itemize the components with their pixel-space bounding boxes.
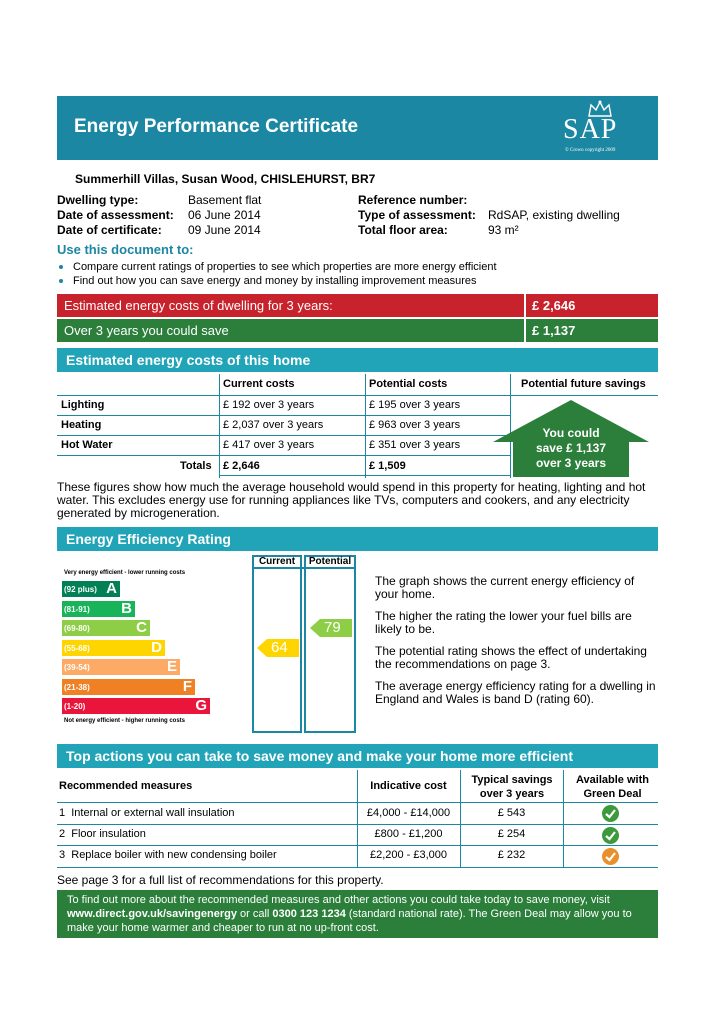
totals-label: Totals [180, 460, 212, 472]
rating-paragraph-2: The higher the rating the lower your fuel bills are likely to be. [375, 609, 632, 636]
certificate-header [57, 96, 658, 160]
bottom-caption: Not energy efficient - higher running costs [64, 718, 186, 724]
current-rating-arrow-value: 64 [271, 638, 288, 656]
green-deal-check-icon [602, 805, 619, 822]
measure-2-saving: £ 254 [497, 828, 526, 840]
totals-current: £ 2,646 [223, 460, 260, 472]
lighting-current: £ 192 over 3 years [223, 399, 315, 411]
floor-area-label: Total floor area: [358, 223, 448, 237]
rating-band-letter: B [121, 599, 132, 617]
rating-band-a [62, 581, 120, 597]
costs-section-heading: Estimated energy costs of this home [57, 348, 658, 372]
measure-3: 3 Replace boiler with new condensing boiler [59, 849, 277, 861]
rating-band-b [62, 601, 135, 617]
rating-band-letter: E [166, 658, 177, 675]
potential-column [304, 555, 356, 733]
rating-band-letter: F [182, 677, 192, 695]
hot-water-current: £ 417 over 3 years [223, 439, 315, 451]
hot-water-potential: £ 351 over 3 years [369, 439, 461, 451]
sap-logo-text: SAP [563, 114, 618, 145]
floor-area-value: 93 m² [488, 223, 519, 237]
table-rule [57, 455, 510, 456]
estimated-costs-value: £ 2,646 [526, 294, 658, 317]
col-header-potential: Potential costs [369, 378, 448, 390]
see-page-note: See page 3 for a full list of recommendations for this property. [57, 873, 384, 887]
date-assessment-label: Date of assessment: [57, 208, 174, 222]
measures-table [57, 770, 658, 870]
rating-paragraph-1: The graph shows the current energy efficiency of your home. [375, 574, 635, 601]
rating-band-g [62, 698, 210, 714]
totals-potential: £ 1,509 [369, 460, 406, 472]
current-rating-arrow [257, 639, 299, 657]
table-rule [57, 395, 658, 396]
measure-1-saving: £ 543 [497, 807, 526, 819]
reference-label: Reference number: [358, 193, 468, 207]
crown-copyright: © Crown copyright 2009 [565, 148, 616, 153]
row-label-hot-water: Hot Water [61, 439, 113, 451]
rating-band-range: (39-54) [64, 663, 90, 672]
rating-band-d [62, 640, 165, 656]
energy-rating-chart [57, 555, 359, 733]
rating-paragraph-4: The average energy efficiency rating for a dwelling in England and Wales is band D (rating 60). [375, 679, 656, 706]
measure-2-cost: £800 - £1,200 [374, 828, 443, 840]
costs-note: These figures show how much the average household would spend in this property for heating, lighting and hot water. This excludes energy use for running appliances like TVs, computers and cookers, and any electricity generated by microgeneration. [57, 480, 646, 520]
rating-band-c [62, 620, 150, 636]
column-header-rule [252, 567, 356, 569]
rating-band-range: (92 plus) [64, 585, 97, 594]
col-header-measures: Recommended measures [59, 780, 193, 792]
more-info-line-3: make your home warmer and cheaper to run at no up-front cost. [67, 922, 379, 934]
current-column-header: Current [258, 556, 296, 567]
property-address: Summerhill Villas, Susan Wood, CHISLEHURST, BR7 [75, 172, 376, 186]
top-caption: Very energy efficient - lower running costs [64, 570, 186, 576]
measure-1-cost: £4,000 - £14,000 [366, 807, 451, 819]
savings-arrow-line-1: You could [542, 426, 600, 440]
rating-band-range: (69-80) [64, 624, 90, 633]
rating-paragraph-3: The potential rating shows the effect of undertaking the recommendations on page 3. [375, 644, 647, 671]
table-rule [563, 770, 564, 867]
rating-band-letter: C [136, 619, 147, 636]
table-rule [219, 374, 220, 478]
table-rule [57, 867, 658, 868]
type-assessment-label: Type of assessment: [358, 208, 476, 222]
rating-band-letter: D [151, 638, 162, 656]
row-label-heating: Heating [61, 419, 102, 431]
dwelling-type-value: Basement flat [188, 193, 262, 207]
dwelling-type-label: Dwelling type: [57, 193, 139, 207]
savings-arrow-line-3: over 3 years [535, 456, 607, 470]
rating-band-e [62, 659, 180, 675]
savings-arrow-line-2: save £ 1,137 [535, 441, 607, 455]
col-header-cost: Indicative cost [370, 780, 447, 792]
table-rule [57, 435, 510, 436]
sap-logo [557, 100, 647, 156]
rating-band-range: (21-38) [64, 682, 90, 692]
table-rule [365, 374, 366, 478]
measure-1: 1 Internal or external wall insulation [59, 807, 235, 819]
page-title: Energy Performance Certificate [74, 116, 359, 137]
use-bullet-2: Find out how you can save energy and money by installing improvement measures [59, 275, 477, 287]
rating-band-range: (1-20) [64, 702, 86, 711]
use-document-heading: Use this document to: [57, 242, 194, 257]
rating-band-letter: G [195, 697, 207, 714]
could-save-bar [57, 319, 658, 342]
could-save-value: £ 1,137 [526, 319, 658, 342]
type-assessment-value: RdSAP, existing dwelling [488, 208, 620, 222]
measure-3-saving: £ 232 [497, 849, 526, 861]
potential-rating-arrow-value: 79 [324, 619, 341, 636]
rating-band-f [62, 679, 195, 695]
col-header-future-savings: Potential future savings [521, 378, 646, 390]
measure-2: 2 Floor insulation [59, 828, 146, 840]
date-assessment-value: 06 June 2014 [188, 208, 261, 222]
savings-arrow [493, 400, 649, 478]
date-certificate-value: 09 June 2014 [188, 223, 261, 237]
lighting-potential: £ 195 over 3 years [369, 399, 461, 411]
could-save-label: Over 3 years you could save [57, 319, 524, 342]
rating-band-letter: A [106, 580, 117, 597]
date-certificate-label: Date of certificate: [57, 223, 162, 237]
green-deal-check-icon [602, 827, 619, 844]
col-header-savings: Typical savings over 3 years [471, 774, 553, 800]
actions-section-heading: Top actions you can take to save money and make your home more efficient [57, 744, 658, 768]
row-label-lighting: Lighting [61, 399, 105, 411]
table-rule [57, 415, 510, 416]
rating-explanation [375, 575, 660, 715]
bullet-icon [59, 279, 63, 283]
more-info-line-1: To find out more about the recommended measures and other actions you could take today to save money, visit [67, 894, 610, 906]
heating-potential: £ 963 over 3 years [369, 419, 461, 431]
potential-rating-arrow [310, 619, 352, 637]
potential-column-header: Potential [308, 556, 352, 567]
more-info-box: To find out more about the recommended measures and other actions you could take today to save money, visit www.direct.gov.uk/savingenergy or call 0300 123 1234 (standard national rate). The Green Deal may allow you to make your home warmer and cheaper to run at no up-front cost. [57, 890, 658, 938]
col-header-green-deal: Available with Green Deal [576, 774, 649, 800]
estimated-costs-bar [57, 294, 658, 317]
rating-band-range: (81-91) [64, 604, 90, 614]
phone-number: 0300 123 1234 [272, 908, 346, 920]
savingenergy-link[interactable]: www.direct.gov.uk/savingenergy [67, 908, 237, 920]
green-deal-check-icon [602, 848, 619, 865]
heating-current: £ 2,037 over 3 years [223, 419, 324, 431]
rating-band-range: (55-68) [64, 643, 90, 653]
measure-3-cost: £2,200 - £3,000 [369, 849, 448, 861]
rating-section-heading: Energy Efficiency Rating [57, 527, 658, 551]
col-header-current: Current costs [223, 378, 295, 390]
bullet-icon [59, 265, 63, 269]
use-bullet-1: Compare current ratings of properties to see which properties are more energy efficient [59, 261, 497, 273]
estimated-costs-label: Estimated energy costs of dwelling for 3 years: [57, 294, 524, 317]
